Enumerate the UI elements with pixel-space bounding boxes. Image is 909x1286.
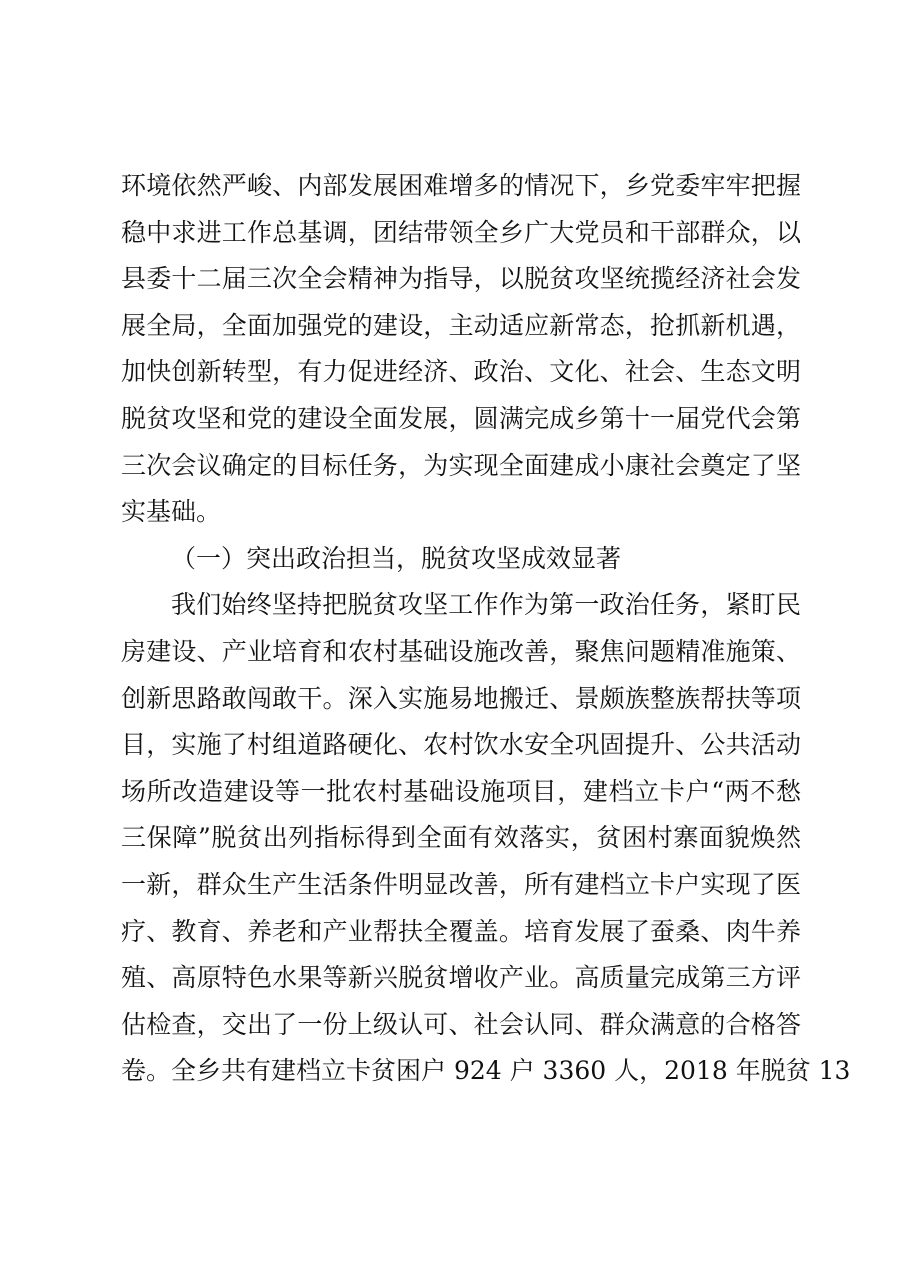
paragraph-2-line: 估检查，交出了一份上级认可、社会认同、群众满意的合格答 [121, 1009, 801, 1039]
paragraph-2-line: 创新思路敢闯敢干。深入实施易地搬迁、景颇族整族帮扶等项 [121, 683, 801, 713]
paragraph-2-line: 一新，群众生产生活条件明显改善，所有建档立卡户实现了医 [121, 869, 801, 899]
paragraph-2-line: 房建设、产业培育和农村基础设施改善，聚焦问题精准施策、 [121, 636, 801, 666]
paragraph-2-line: 目，实施了村组道路硬化、农村饮水安全巩固提升、公共活动 [121, 730, 801, 760]
paragraph-2-line: 场所改造建设等一批农村基础设施项目，建档立卡户“两不愁 [121, 776, 801, 806]
paragraph-1-line: 实基础。 [121, 497, 222, 527]
section-heading: （一）突出政治担当，脱贫攻坚成效显著 [171, 543, 622, 573]
paragraph-1-line: 三次会议确定的目标任务，为实现全面建成小康社会奠定了坚 [121, 450, 801, 480]
paragraph-1-line: 环境依然严峻、内部发展困难增多的情况下，乡党委牢牢把握 [121, 171, 801, 200]
paragraph-2-line: 殖、高原特色水果等新兴脱贫增收产业。高质量完成第三方评 [121, 963, 801, 993]
paragraph-1-line: 展全局，全面加强党的建设，主动适应新常态，抢抓新机遇， [121, 310, 801, 340]
paragraph-1-line: 稳中求进工作总基调，团结带领全乡广大党员和干部群众，以 [121, 217, 801, 247]
paragraph-2-line: 疗、教育、养老和产业帮扶全覆盖。培育发展了蚕桑、肉牛养 [121, 916, 801, 946]
document-body [121, 163, 851, 1095]
paragraph-2-line: 卷。全乡共有建档立卡贫困户 924 户 3360 人，2018 年脱贫 13 [121, 1056, 851, 1086]
paragraph-1-line: 县委十二届三次全会精神为指导，以脱贫攻坚统揽经济社会发 [121, 264, 801, 294]
paragraph-1-line: 脱贫攻坚和党的建设全面发展，圆满完成乡第十一届党代会第 [121, 403, 801, 433]
paragraph-2-line: 我们始终坚持把脱贫攻坚工作作为第一政治任务，紧盯民 [171, 590, 801, 620]
paragraph-2-line: 三保障”脱贫出列指标得到全面有效落实，贫困村寨面貌焕然 [121, 823, 801, 853]
paragraph-1-line: 加快创新转型，有力促进经济、政治、文化、社会、生态文明 [121, 357, 801, 387]
